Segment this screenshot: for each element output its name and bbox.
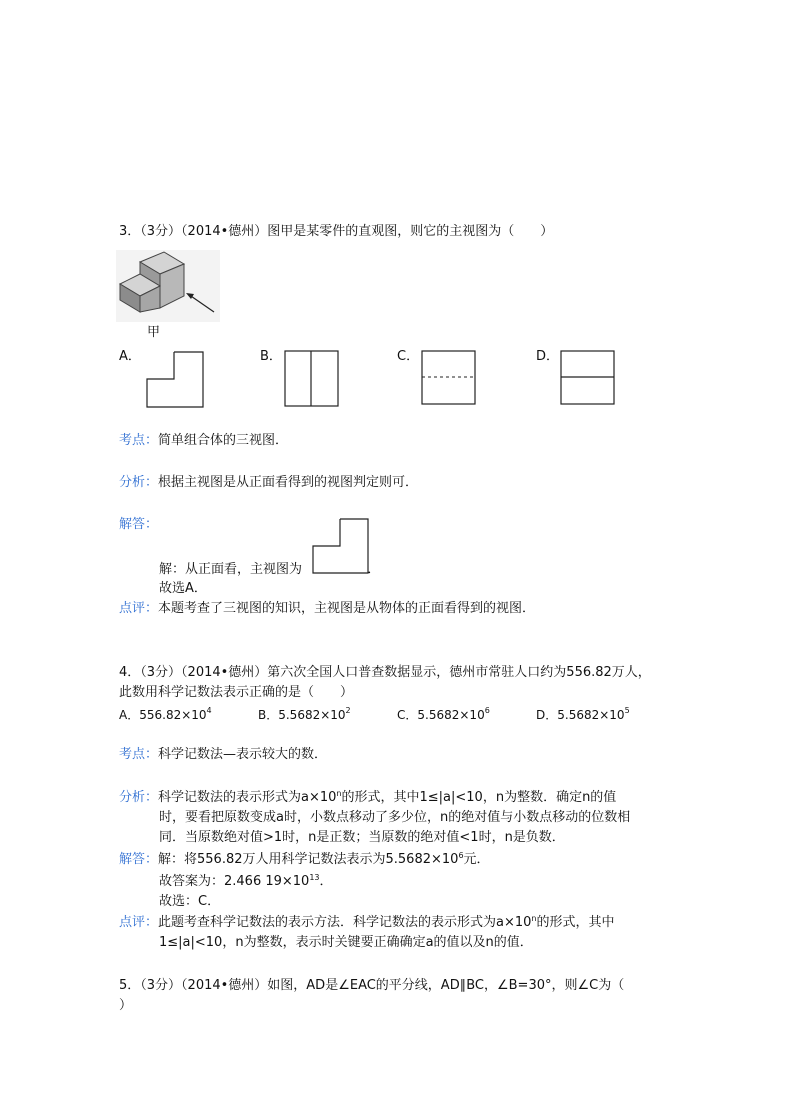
q3-option-d-label: D． [536, 349, 560, 364]
q3-option-b-figure [284, 350, 340, 412]
q3-jieda-period: ． [367, 562, 381, 577]
q4-dianping-line2: 1≤|a|<10，n为整数，表示时关键要正确确定a的值以及n的值． [159, 935, 533, 950]
q4-fenxi-line1: 分析：科学记数法的表示形式为$a\times 10^n$的形式，其中1≤|a|<10，n为整数．确定n的值 [119, 789, 617, 805]
q3-jieda-line2: 故选A． [159, 581, 207, 596]
q3-option-d-figure [560, 350, 616, 410]
q4-option-b: B．$5.5682\times 10^2$ [258, 706, 351, 722]
q3-fenxi [119, 474, 418, 492]
q4-dianping-label: 点评： [119, 915, 159, 930]
q4-jieda-line2: 故答案为：2.466 $19\times 10^{13}$． [159, 873, 333, 889]
q3-kaodian-label: 考点： [119, 433, 159, 448]
q4-jieda-line1: 解答：解：将556.82万人用科学记数法表示为$5.5682\times 10^6$元． [119, 851, 490, 867]
q4-option-a: A．$556.82\times 10^4$ [119, 706, 212, 722]
q3-dianping [119, 600, 535, 618]
q5-header-line1: 5．（3分）（2014•德州）如图，AD是∠EAC的平分线，AD∥BC，∠B=30°，则∠C为（ [119, 978, 625, 993]
q3-figure-caption: 甲 [147, 325, 161, 340]
q3-dianping-text: 本题考查了三视图的知识，主视图是从物体的正面看得到的视图． [158, 601, 536, 616]
q3-option-a-label: A． [119, 349, 141, 364]
q4-fenxi-line3: 同．当原数绝对值>1时，n是正数；当原数的绝对值<1时，n是负数． [159, 830, 565, 845]
q3-jieda-figure [312, 518, 370, 580]
q3-header: 3．（3分）（2014•德州）图甲是某零件的直观图，则它的主视图为（ ） [119, 224, 554, 239]
q4-fenxi-label: 分析： [119, 790, 159, 805]
q3-kaodian-text: 简单组合体的三视图． [158, 433, 289, 448]
q4-kaodian [119, 746, 327, 764]
q3-jieda-text: 解：从正面看，主视图为 [159, 562, 303, 577]
q4-kaodian-label: 考点： [119, 747, 159, 762]
q5-header-line2: ） [119, 998, 133, 1013]
q3-fenxi-label: 分析： [119, 475, 159, 490]
q3-dianping-label: 点评： [119, 601, 159, 616]
q4-header-line1: 4．（3分）（2014•德州）第六次全国人口普查数据显示，德州市常驻人口约为556.82万人， [119, 665, 651, 680]
q3-jieda-label: 解答： [119, 517, 159, 532]
q4-kaodian-text: 科学记数法—表示较大的数． [158, 747, 328, 762]
q3-isometric-figure [116, 250, 220, 326]
q3-option-c-label: C． [397, 349, 420, 364]
q4-option-c: C．$5.5682\times 10^6$ [397, 706, 490, 722]
q3-fenxi-text: 根据主视图是从正面看得到的视图判定则可． [158, 475, 419, 490]
q3-kaodian [119, 432, 288, 450]
q4-dianping-line1: 点评：此题考查科学记数法的表示方法．科学记数法的表示形式为$a\times 10^n$的形式，其中 [119, 914, 615, 930]
q4-fenxi-line2: 时，要看把原数变成a时，小数点移动了多少位，n的绝对值与小数点移动的位数相 [159, 810, 631, 825]
q3-option-c-figure [421, 350, 477, 410]
q4-jieda-label: 解答： [119, 852, 159, 867]
q3-option-b-label: B． [260, 349, 282, 364]
q4-option-d: D．$5.5682\times 10^5$ [536, 706, 630, 722]
q4-jieda-line3: 故选：C． [159, 894, 221, 909]
q4-header-line2: 此数用科学记数法表示正确的是（ ） [119, 685, 354, 700]
q3-option-a-figure [146, 351, 204, 413]
